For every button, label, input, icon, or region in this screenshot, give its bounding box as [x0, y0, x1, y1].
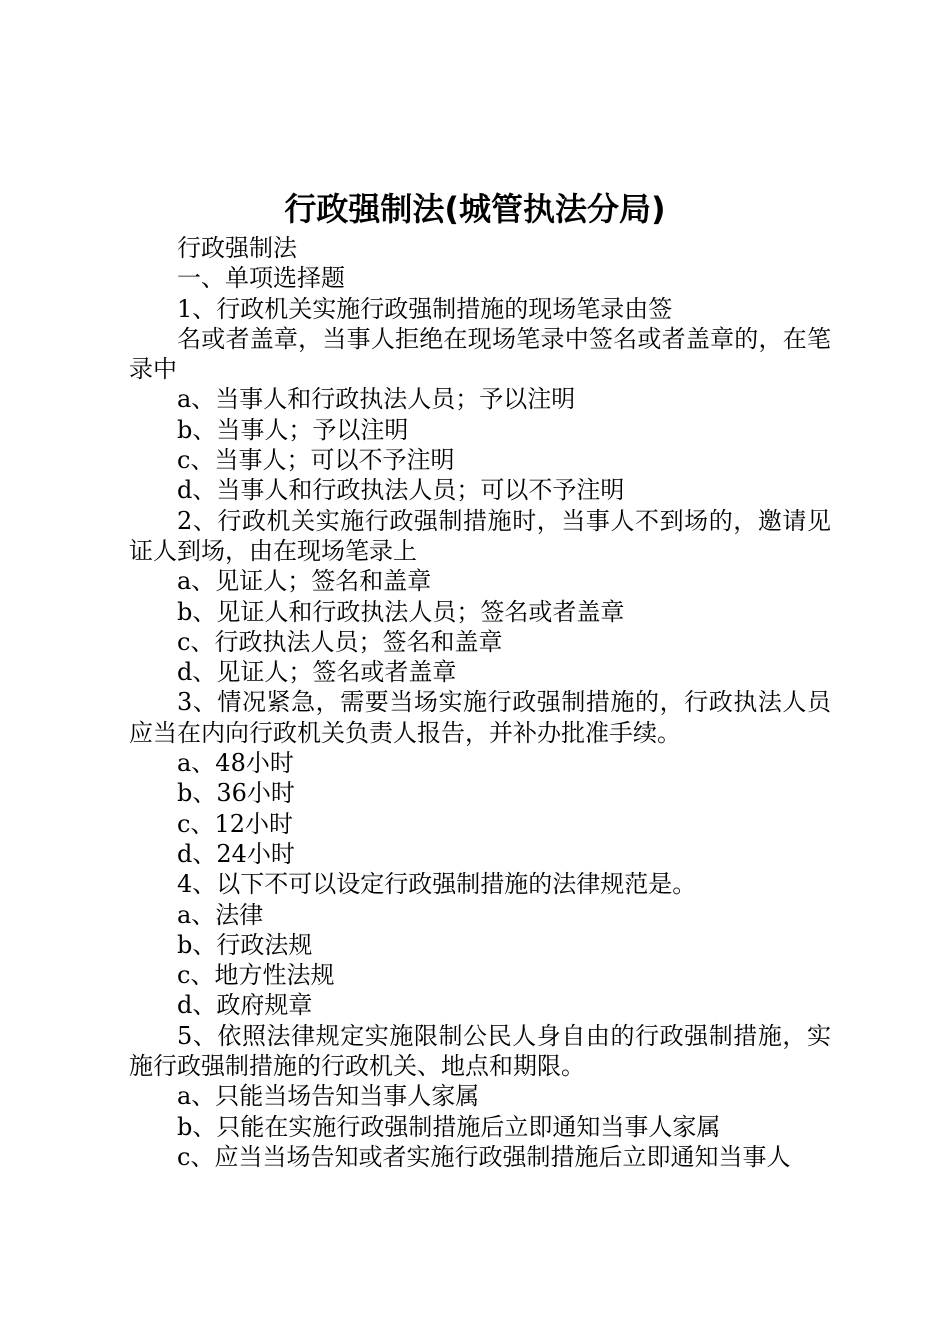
document-line: b、行政法规 — [177, 930, 313, 959]
document-line: c、12小时 — [177, 809, 293, 838]
document-line: a、见证人；签名和盖章 — [177, 567, 432, 596]
document-line: a、只能当场告知当事人家属 — [177, 1082, 480, 1111]
question-list — [129, 294, 831, 1173]
document-line: 3、情况紧急，需要当场实施行政强制措施的，行政执法人员应当在内向行政机关负责人报告，并补办批准手续。 — [129, 688, 831, 747]
document-line: d、见证人；签名或者盖章 — [177, 658, 457, 687]
document-line: 4、以下不可以设定行政强制措施的法律规范是。 — [177, 870, 697, 899]
document-line: a、当事人和行政执法人员；予以注明 — [177, 385, 576, 414]
document-subtitle: 行政强制法 — [177, 234, 297, 262]
document-line: d、当事人和行政执法人员；可以不予注明 — [177, 476, 625, 505]
document-line: a、法律 — [177, 900, 264, 929]
document-line: d、政府规章 — [177, 991, 313, 1020]
document-line: b、只能在实施行政强制措施后立即通知当事人家属 — [177, 1112, 721, 1141]
document-line: c、地方性法规 — [177, 961, 335, 990]
document-line: c、行政执法人员；签名和盖章 — [177, 627, 503, 656]
document-line: a、48小时 — [177, 749, 294, 778]
document-line: c、应当当场告知或者实施行政强制措施后立即通知当事人 — [177, 1142, 791, 1171]
document-line: 1、行政机关实施行政强制措施的现场笔录由签 — [177, 294, 673, 323]
document-title: 行政强制法(城管执法分局) — [284, 190, 666, 228]
document-line: b、36小时 — [177, 779, 295, 808]
document-line: c、当事人；可以不予注明 — [177, 446, 455, 475]
document-line: 5、依照法律规定实施限制公民人身自由的行政强制措施，实施行政强制措施的行政机关、地点和期限。 — [129, 1021, 831, 1081]
document-body — [129, 233, 831, 1172]
document-line: b、当事人；予以注明 — [177, 415, 409, 444]
document-line: d、24小时 — [177, 839, 295, 868]
section-heading: 一、单项选择题 — [177, 264, 345, 293]
document-line: b、见证人和行政执法人员；签名或者盖章 — [177, 597, 625, 626]
document-line: 名或者盖章，当事人拒绝在现场笔录中签名或者盖章的，在笔录中 — [129, 324, 831, 384]
document-line: 2、行政机关实施行政强制措施时，当事人不到场的，邀请见证人到场，由在现场笔录上 — [129, 506, 831, 565]
